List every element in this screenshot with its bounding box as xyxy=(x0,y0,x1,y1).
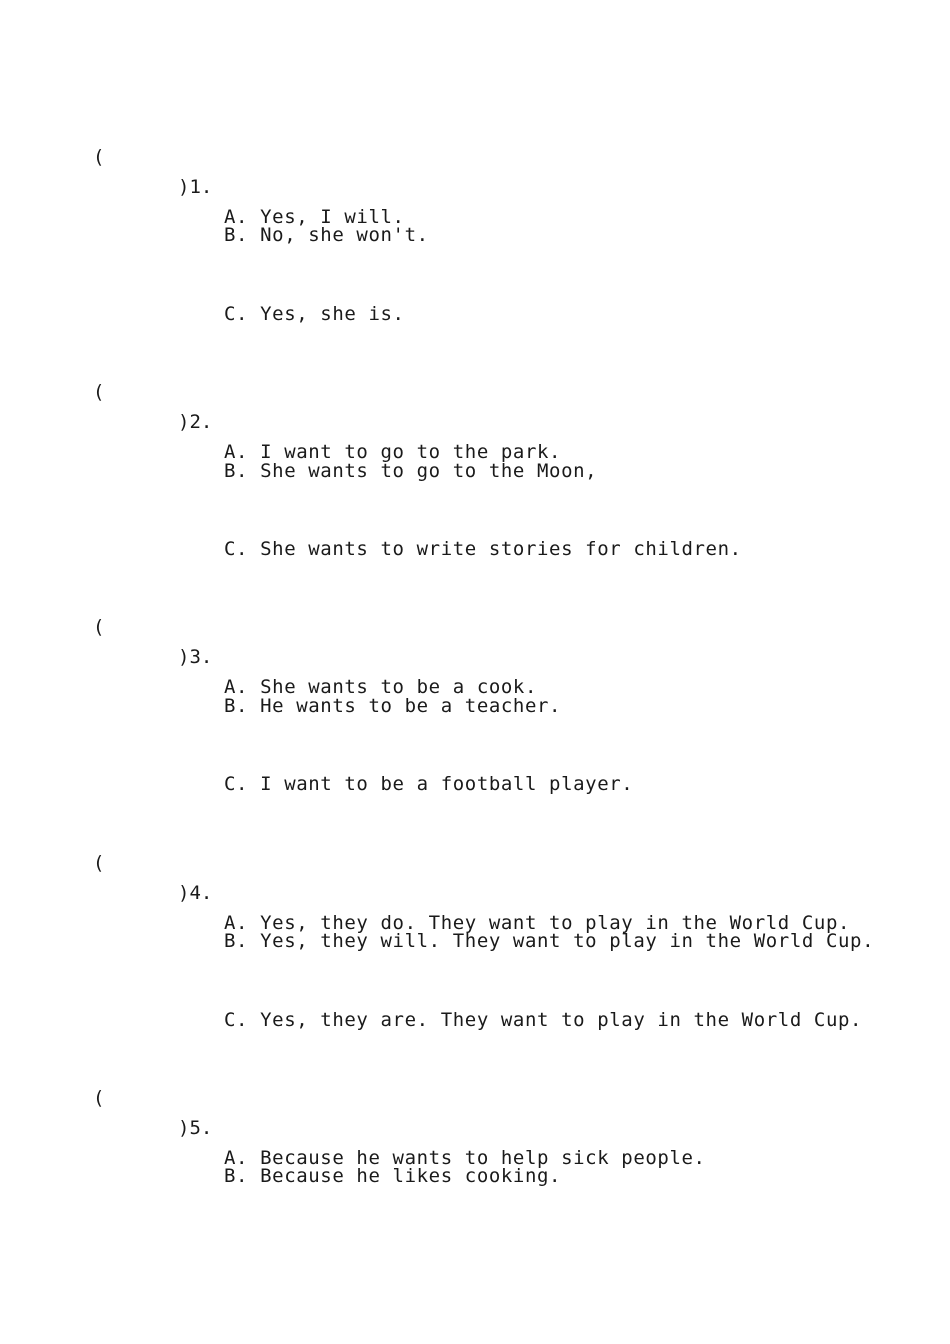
option-a: A. Yes, I will. xyxy=(224,206,405,228)
option-b: B. Because he likes cooking. xyxy=(224,1165,562,1187)
question-1-option-c-row xyxy=(0,269,405,325)
option-c: C. She wants to write stories for children. xyxy=(224,538,742,560)
option-a: A. She wants to be a cook. xyxy=(224,676,538,698)
option-b: B. No, she won't. xyxy=(224,224,429,246)
answer-blank-open-paren: ( xyxy=(93,1087,105,1109)
question-2-option-c-row xyxy=(0,504,742,560)
answer-blank-open-paren: ( xyxy=(93,616,105,638)
question-number: )5. xyxy=(178,1117,213,1139)
option-c: C. Yes, they are. They want to play in the World Cup. xyxy=(224,1009,863,1031)
question-4-row xyxy=(0,818,851,934)
answer-blank-open-paren: ( xyxy=(93,852,105,874)
question-number: )3. xyxy=(178,646,213,668)
answer-blank-open-paren: ( xyxy=(93,146,105,168)
question-3-option-c-row xyxy=(0,739,634,795)
option-c: C. I want to be a football player. xyxy=(224,773,634,795)
question-1-row xyxy=(0,112,405,228)
question-3-row xyxy=(0,582,538,698)
question-4-option-c-row xyxy=(0,975,863,1031)
question-number: )2. xyxy=(178,411,213,433)
answer-blank-open-paren: ( xyxy=(93,381,105,403)
option-a: A. Because he wants to help sick people. xyxy=(224,1147,706,1169)
question-number: )4. xyxy=(178,882,213,904)
question-number: )1. xyxy=(178,176,213,198)
option-c: C. Yes, she is. xyxy=(224,303,405,325)
option-b: B. Yes, they will. They want to play in the World Cup. xyxy=(224,930,875,952)
option-a: A. Yes, they do. They want to play in the World Cup. xyxy=(224,912,851,934)
question-5-row xyxy=(0,1053,706,1169)
option-b: B. He wants to be a teacher. xyxy=(224,695,562,717)
option-a: A. I want to go to the park. xyxy=(224,441,562,463)
option-b: B. She wants to go to the Moon, xyxy=(224,460,598,482)
question-2-row xyxy=(0,347,562,463)
